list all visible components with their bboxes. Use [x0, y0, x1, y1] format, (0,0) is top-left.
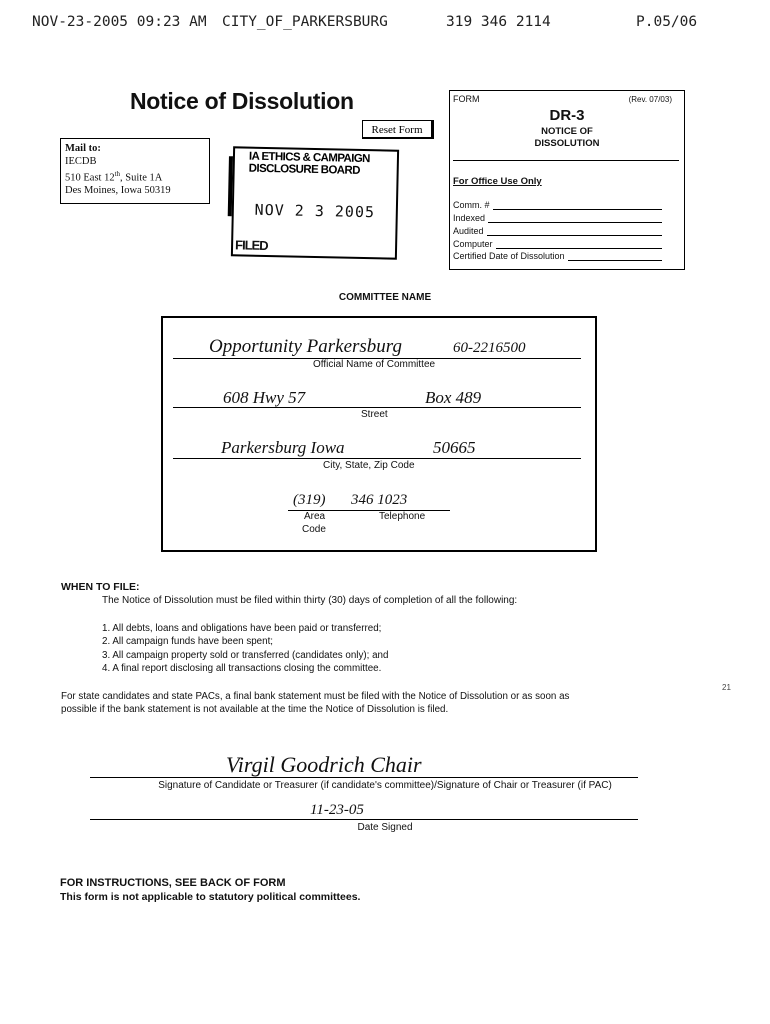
mail-to-address	[60, 138, 210, 204]
stamp-filed: FILED	[234, 237, 268, 254]
state-pac-note: For state candidates and state PACs, a final bank statement must be filed with the Notice of Dissolution or as soon as possible if the bank statement is not available at the time the Notice of Dissolution is filed.	[61, 691, 570, 716]
mail-to-line2: 510 East 12th, Suite 1A	[65, 170, 163, 184]
form-revision: (Rev. 07/03)	[628, 95, 672, 104]
city-label: City, State, Zip Code	[323, 460, 415, 471]
area-code-label-2: Code	[302, 524, 326, 535]
committee-name-label: Official Name of Committee	[313, 359, 436, 370]
list-item: 4. A final report disclosing all transactions closing the committee.	[102, 662, 382, 674]
office-field-indexed[interactable]: Indexed	[453, 211, 662, 223]
date-signed-caption: Date Signed	[357, 822, 413, 833]
stamp-org: IA ETHICS & CAMPAIGN DISCLOSURE BOARD	[248, 150, 370, 177]
received-stamp	[231, 146, 399, 259]
form-info-box	[449, 90, 685, 270]
street-field[interactable]: 608 Hwy 57	[223, 388, 306, 407]
form-number: DR-3	[549, 107, 585, 124]
page-title: Notice of Dissolution	[130, 88, 354, 114]
committee-heading: COMMITTEE NAME	[338, 292, 432, 303]
margin-mark: 21	[722, 683, 731, 692]
instructions-note: FOR INSTRUCTIONS, SEE BACK OF FORM	[60, 877, 286, 889]
fax-phone: 319 346 2114	[446, 14, 551, 30]
street-line	[173, 407, 581, 408]
when-to-file-intro: The Notice of Dissolution must be filed within thirty (30) days of completion of all the following:	[102, 595, 518, 606]
stamp-date: NOV 2 3 2005	[254, 200, 376, 222]
fax-datetime: NOV-23-2005 09:23 AM	[32, 14, 207, 30]
office-field-computer[interactable]: Computer	[453, 237, 662, 249]
fax-header	[32, 14, 742, 34]
street-label: Street	[361, 409, 388, 420]
date-line	[90, 819, 638, 820]
office-field-audited[interactable]: Audited	[453, 224, 662, 236]
signature-caption: Signature of Candidate or Treasurer (if candidate's committee)/Signature of Chair or Treasurer (if PAC)	[158, 780, 612, 791]
signature-field[interactable]: Virgil Goodrich Chair	[226, 752, 422, 777]
office-use-heading: For Office Use Only	[453, 176, 542, 187]
committee-info-box	[161, 316, 597, 552]
list-item: 3. All campaign property sold or transferred (candidates only); and	[102, 649, 389, 661]
telephone-field[interactable]: 346 1023	[351, 492, 408, 508]
committee-name-field[interactable]: Opportunity Parkersburg	[209, 336, 402, 357]
stamp-mark	[228, 156, 233, 216]
filing-conditions-list	[102, 622, 388, 675]
area-code-label: Area	[304, 511, 326, 522]
date-signed-field[interactable]: 11-23-05	[310, 802, 364, 818]
mail-to-line3: Des Moines, Iowa 50319	[65, 185, 171, 196]
office-field-comm[interactable]: Comm. #	[453, 198, 662, 210]
mail-to-line1: IECDB	[65, 155, 97, 167]
list-item: 2. All campaign funds have been spent;	[102, 636, 274, 648]
city-field[interactable]: Parkersburg Iowa	[221, 438, 345, 457]
fax-page: P.05/06	[636, 14, 698, 30]
form-name: NOTICE OF DISSOLUTION	[534, 126, 600, 149]
divider	[453, 160, 679, 161]
fax-sender: CITY_OF_PARKERSBURG	[222, 14, 388, 30]
office-field-certified-date[interactable]: Certified Date of Dissolution	[453, 249, 662, 261]
committee-id-field[interactable]: 60-2216500	[453, 340, 526, 356]
telephone-label: Telephone	[379, 511, 426, 522]
city-line	[173, 458, 581, 459]
form-label: FORM	[453, 94, 480, 104]
zip-field[interactable]: 50665	[433, 438, 476, 457]
mail-to-heading: Mail to:	[65, 143, 101, 154]
when-to-file-heading: WHEN TO FILE:	[61, 581, 140, 593]
area-code-field[interactable]: (319)	[293, 492, 326, 508]
list-item: 1. All debts, loans and obligations have been paid or transferred;	[102, 623, 382, 634]
applicability-note: This form is not applicable to statutory political committees.	[60, 891, 361, 903]
box-field[interactable]: Box 489	[425, 388, 482, 407]
reset-form-button[interactable]: Reset Form	[362, 120, 434, 139]
signature-line	[90, 777, 638, 778]
